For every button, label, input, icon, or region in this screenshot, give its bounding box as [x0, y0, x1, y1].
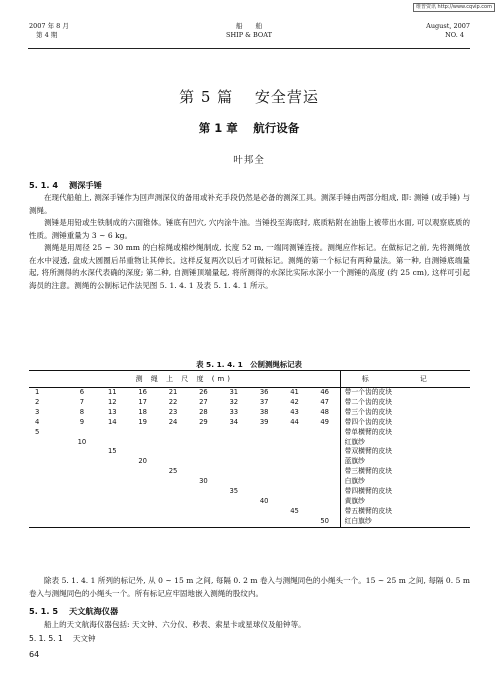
table-mark-cell: 带一个齿的皮块	[340, 388, 470, 398]
table-cell	[279, 467, 309, 477]
table-cell	[219, 457, 249, 467]
page-number: 64	[29, 650, 40, 659]
table-cell: 18	[138, 407, 147, 416]
paragraph-celestial-instruments	[29, 619, 470, 632]
table-cell: 15	[107, 447, 117, 456]
table-cell	[158, 447, 188, 457]
paragraph-text: 除表 5. 1. 4. 1 所列的标记外, 从 0 ~ 15 m 之间, 每隔 0. 2 m 卷入与测绳同色的小绳头一个。15 ~ 25 m 之间, 每隔 0. 5 m 卷入与测绳同色的小绳头一个。所有标记应牢固地嵌入测绳的股纹内。	[29, 576, 470, 598]
table-cell: 7	[79, 397, 85, 406]
table-cell: 14	[107, 417, 117, 426]
table-cell: 16	[138, 388, 147, 396]
table-cell: 5	[35, 427, 40, 436]
table-cell	[97, 477, 127, 487]
table-cell	[67, 467, 97, 477]
heading-5-1-5: 5. 1. 5 天文航海仪器	[29, 606, 119, 616]
table-cell: 4	[35, 417, 40, 426]
table-cell: 38	[259, 407, 269, 416]
paragraph-text: 船上的天文航海仪器包括: 天文钟、六分仪、秒表、索星卡或星球仪及船钟等。	[44, 620, 306, 629]
table-cell	[127, 428, 157, 438]
table-cell	[279, 428, 309, 438]
table-cell: 28	[199, 407, 208, 416]
table-cell	[29, 438, 67, 448]
table-cell	[67, 487, 97, 497]
table-cell: 24	[168, 417, 178, 426]
table-mark-cell: 带五横臂的皮块	[340, 507, 470, 517]
header-journal-cn: 船 舶	[236, 22, 262, 30]
table-cell: 13	[107, 407, 117, 416]
table-cell: 17	[138, 397, 147, 406]
table-cell	[249, 428, 279, 438]
table-cell: 34	[229, 417, 239, 426]
table-cell	[188, 428, 218, 438]
table-cell	[29, 477, 67, 487]
table-cell	[67, 507, 97, 517]
header-issue: 第 4 期	[36, 31, 58, 39]
table-row	[29, 487, 470, 497]
table-row	[29, 438, 470, 448]
table-cell: 6	[79, 388, 85, 396]
table-cell	[188, 457, 218, 467]
table-cell	[219, 447, 249, 457]
table-cell: 21	[168, 388, 178, 396]
table-mark-cell: 带三个齿的皮块	[340, 408, 470, 418]
table-cell	[188, 467, 218, 477]
table-cell: 44	[290, 417, 299, 426]
table-row	[29, 477, 470, 487]
table-cell	[249, 438, 279, 448]
heading-5-1-4: 5. 1. 4 测深手锤	[29, 180, 102, 190]
table-mark-cell: 白旗纱	[340, 477, 470, 487]
table-cell	[279, 447, 309, 457]
table-cell	[29, 517, 67, 527]
table-cell	[158, 477, 188, 487]
table-cell	[158, 428, 188, 438]
table-cell	[97, 507, 127, 517]
table-cell: 12	[107, 397, 117, 406]
table-cell	[188, 447, 218, 457]
table-row	[29, 418, 470, 428]
table-cell	[158, 507, 188, 517]
header-date-en: August, 2007	[426, 22, 470, 30]
table-cell	[188, 487, 218, 497]
table-cell	[249, 457, 279, 467]
table-cell	[249, 487, 279, 497]
table-cell	[219, 438, 249, 448]
watermark-badge: 维普资讯 http://www.cqvip.com	[413, 3, 495, 12]
table-cell	[310, 447, 340, 457]
table-cell	[219, 507, 249, 517]
table-cell	[29, 457, 67, 467]
table-cell: 32	[229, 397, 239, 406]
table-cell	[127, 467, 157, 477]
table-cell	[310, 477, 340, 487]
table-cell	[219, 497, 249, 507]
table-cell	[29, 497, 67, 507]
table-cell	[249, 467, 279, 477]
table-cell	[67, 428, 97, 438]
table-cell	[97, 487, 127, 497]
header-issue-en: NO. 4	[445, 31, 464, 39]
table-cell	[310, 438, 340, 448]
paragraph-text: 测锤是用铅或生铁制成的六面锥体。锤底有凹穴, 穴内涂牛油。当锤投至海底时, 底质粘附在油脂上被带出水面, 可以观察底质的性质。测锤重量为 3 ~ 6 kg。	[29, 218, 470, 240]
table-cell	[67, 447, 97, 457]
table-row	[29, 497, 470, 507]
table-cell: 40	[259, 496, 269, 505]
table-row	[29, 447, 470, 457]
table-cell: 36	[259, 388, 269, 396]
table-mark-cell: 蓝旗纱	[340, 457, 470, 467]
table-mark-cell: 带单横臂的皮块	[340, 428, 470, 438]
table-cell: 42	[290, 397, 299, 406]
table-cell	[29, 467, 67, 477]
table-cell	[188, 438, 218, 448]
table-cell	[158, 497, 188, 507]
table-cell	[310, 507, 340, 517]
table-cell: 33	[229, 407, 239, 416]
table-cell	[279, 438, 309, 448]
table-cell	[249, 477, 279, 487]
table-mark-cell: 带三横臂的皮块	[340, 467, 470, 477]
table-mark-cell: 带四个齿的皮块	[340, 418, 470, 428]
table-row	[29, 457, 470, 467]
header-rule	[28, 48, 470, 49]
table-cell: 1	[35, 388, 40, 396]
table-cell	[188, 497, 218, 507]
table-cell	[219, 428, 249, 438]
header-journal-en: SHIP & BOAT	[226, 31, 272, 39]
table-cell	[127, 497, 157, 507]
table-cell: 35	[229, 487, 239, 496]
table-cell	[67, 477, 97, 487]
table-row	[29, 467, 470, 477]
table-cell	[127, 477, 157, 487]
table-cell	[310, 487, 340, 497]
table-cell	[158, 487, 188, 497]
table-cell: 50	[320, 516, 329, 525]
header-date: 2007 年 8 月	[29, 22, 69, 30]
table-cell	[249, 447, 279, 457]
table-row	[29, 507, 470, 517]
table-cell	[97, 497, 127, 507]
table-row	[29, 408, 470, 418]
metric-line-marks-table	[29, 370, 470, 528]
table-cell	[158, 438, 188, 448]
table-cell	[249, 517, 279, 527]
table-cell	[219, 477, 249, 487]
author-name: 叶邦全	[233, 155, 265, 166]
table-cell	[127, 447, 157, 457]
table-cell: 46	[320, 388, 329, 396]
paragraph-extra-marks	[29, 575, 470, 600]
table-cell: 39	[259, 417, 269, 426]
table-cell: 22	[168, 397, 178, 406]
table-mark-cell: 红旗纱	[340, 438, 470, 448]
table-cell	[67, 517, 97, 527]
table-cell: 26	[199, 388, 208, 396]
table-cell	[249, 507, 279, 517]
table-cell	[279, 477, 309, 487]
table-cell	[67, 457, 97, 467]
paragraph-text: 在现代船舶上, 测深手锤作为回声测深仪的备用或补充手段仍然是必备的测深工具。测深手锤由两部分组成, 即: 测锤 (或手锤) 与测绳。	[29, 193, 470, 215]
table-mark-cell: 带四横臂的皮块	[340, 487, 470, 497]
table-cell: 2	[35, 397, 40, 406]
table-cell	[29, 447, 67, 457]
table-mark-cell: 带双横臂的皮块	[340, 447, 470, 457]
table-cell: 45	[290, 506, 299, 515]
table-cell	[158, 457, 188, 467]
table-cell	[67, 497, 97, 507]
table-cell: 10	[77, 437, 87, 446]
table-cell	[127, 487, 157, 497]
table-cell: 23	[168, 407, 178, 416]
table-cell: 19	[138, 417, 147, 426]
table-row	[29, 517, 470, 527]
table-cell	[127, 517, 157, 527]
table-cell	[310, 428, 340, 438]
table-header-mark: 标 记	[340, 371, 470, 388]
table-cell	[29, 507, 67, 517]
table-cell	[219, 467, 249, 477]
table-cell	[97, 517, 127, 527]
table-cell	[310, 497, 340, 507]
table-header-scale: 测 绳 上 尺 度 (m)	[29, 371, 340, 388]
table-cell	[188, 507, 218, 517]
table-cell	[279, 487, 309, 497]
table-cell: 49	[320, 417, 329, 426]
table-cell: 25	[168, 467, 178, 476]
table-cell	[127, 507, 157, 517]
table-cell	[310, 457, 340, 467]
table-caption: 表 5. 1. 4. 1 公制测绳标记表	[196, 360, 302, 369]
table-cell: 9	[79, 417, 85, 426]
table-cell	[188, 517, 218, 527]
table-cell	[158, 517, 188, 527]
table-cell: 11	[107, 388, 117, 396]
table-cell: 37	[259, 397, 269, 406]
table-cell	[310, 467, 340, 477]
table-cell: 8	[79, 407, 85, 416]
table-cell: 3	[35, 407, 40, 416]
table-cell: 30	[199, 477, 208, 486]
table-cell	[97, 438, 127, 448]
table-cell	[97, 467, 127, 477]
table-cell: 31	[229, 388, 239, 396]
table-cell: 27	[199, 397, 208, 406]
heading-5-1-5-1: 5. 1. 5. 1 天文钟	[29, 634, 96, 643]
paragraph-sounding-intro	[29, 192, 470, 217]
table-cell	[279, 457, 309, 467]
table-cell	[219, 517, 249, 527]
table-cell	[279, 517, 309, 527]
table-cell: 20	[138, 457, 147, 466]
paragraph-text: 测绳是用周径 25 ~ 30 mm 的白棕绳或棉纱绳制成, 长度 52 m, 一端同测锤连接。测绳应作标记。在做标记之前, 先将测绳放在水中浸透, 盘成大圆圈后吊重物让其伸长。这样反复两次以后才可做标记。测绳的第一个标记有两种量法。第一种, 自测锤底端量起, 将所测得的水深代表确的深度; 第二种, 自测锤顶端量起, 将所测得的水深比实际水深小一个测锤的高度 (约 25 cm), 这样可引起海员的注意。测绳的公制标记作法见图 5. 1. 4. 1 及表 5. 1. 4. 1 所示。	[29, 243, 470, 290]
table-cell	[29, 487, 67, 497]
chapter-title: 第 1 章 航行设备	[198, 121, 300, 135]
table-cell: 29	[199, 417, 208, 426]
table-mark-cell: 带二个齿的皮块	[340, 398, 470, 408]
table-cell	[97, 428, 127, 438]
table-cell: 41	[290, 388, 299, 396]
paragraph-lead-weight	[29, 217, 470, 242]
table-cell: 47	[320, 397, 329, 406]
table-row	[29, 398, 470, 408]
table-cell	[279, 497, 309, 507]
table-row	[29, 428, 470, 438]
table-cell	[97, 457, 127, 467]
table-cell	[127, 438, 157, 448]
table-cell: 48	[320, 407, 329, 416]
section-title: 第 5 篇 安全营运	[179, 88, 319, 106]
paragraph-sounding-line	[29, 242, 470, 292]
table-row	[29, 388, 470, 398]
table-mark-cell: 黄旗纱	[340, 497, 470, 507]
table-mark-cell: 红白旗纱	[340, 517, 470, 527]
table-cell: 43	[290, 407, 299, 416]
